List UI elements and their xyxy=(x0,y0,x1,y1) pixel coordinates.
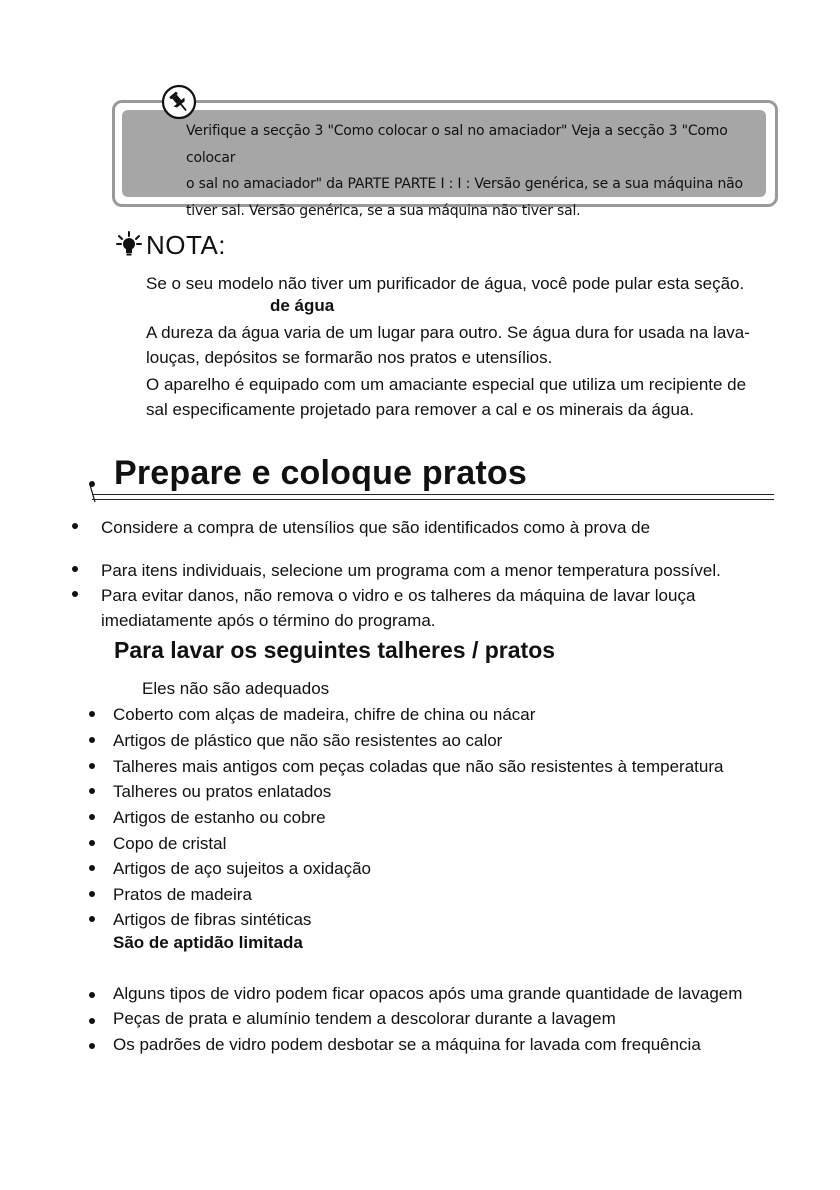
nota-subtitle: de água xyxy=(270,296,335,315)
list-item: Talheres ou pratos enlatados xyxy=(113,782,332,801)
bullet-icon xyxy=(89,865,95,871)
bullet-icon xyxy=(89,891,95,897)
bullet-icon xyxy=(89,788,95,794)
callout-line: tiver sal. Versão genérica, se a sua máquina não tiver sal. xyxy=(186,202,581,219)
limited-label: São de aptidão limitada xyxy=(113,933,303,952)
bullet-icon xyxy=(89,1043,95,1049)
list-item: Artigos de plástico que não são resistentes ao calor xyxy=(113,731,503,750)
bullet-icon xyxy=(89,992,95,998)
subheading: Para lavar os seguintes talheres / pratos xyxy=(114,637,556,663)
list-item: Considere a compra de utensílios que são identificados como à prova de xyxy=(101,518,651,537)
callout-line: Verifique a secção 3 "Como colocar o sal no amaciador" Veja a secção 3 "Como colocar xyxy=(186,123,728,166)
list-item: Talheres mais antigos com peças coladas que não são resistentes à temperatura xyxy=(113,757,724,776)
bullet-icon xyxy=(89,711,95,717)
list-item: Peças de prata e alumínio tendem a descolorar durante a lavagem xyxy=(113,1009,616,1028)
bullet-icon xyxy=(89,840,95,846)
nota-title: NOTA: xyxy=(146,230,227,260)
bullet-icon xyxy=(89,1018,95,1024)
bullet-icon xyxy=(89,763,95,769)
list-item: Artigos de aço sujeitos a oxidação xyxy=(113,859,371,878)
section-title: Prepare e coloque pratos xyxy=(114,454,527,492)
callout-text xyxy=(186,118,758,224)
list-item: Para itens individuais, selecione um programa com a menor temperatura possível. xyxy=(101,561,721,580)
bullet-icon xyxy=(89,916,95,922)
bullet-icon xyxy=(89,814,95,820)
list-item: Pratos de madeira xyxy=(113,885,252,904)
nota-line: O aparelho é equipado com um amaciante especial que utiliza um recipiente de xyxy=(146,375,747,394)
list-item: Copo de cristal xyxy=(113,834,227,853)
pushpin-icon xyxy=(161,84,197,120)
bullet-icon xyxy=(89,737,95,743)
list-item-continuation: imediatamente após o término do programa. xyxy=(101,611,436,630)
list-item: Os padrões de vidro podem desbotar se a máquina for lavada com frequência xyxy=(113,1035,701,1054)
not-suitable-label: Eles não são adequados xyxy=(142,679,330,698)
list-item: Para evitar danos, não remova o vidro e os talheres da máquina de lavar louça xyxy=(101,586,696,605)
nota-line: Se o seu modelo não tiver um purificador de água, você pode pular esta seção. xyxy=(146,274,745,293)
callout-line: o sal no amaciador" da PARTE PARTE Ⅰ : Ⅰ : Versão genérica, se a sua máquina não xyxy=(186,176,743,192)
list-item: Artigos de fibras sintéticas xyxy=(113,910,312,929)
list-item: Alguns tipos de vidro podem ficar opacos após uma grande quantidade de lavagem xyxy=(113,984,743,1003)
nota-line: A dureza da água varia de um lugar para outro. Se água dura for usada na lava- xyxy=(146,323,750,342)
section-rule xyxy=(92,499,774,500)
list-item: Artigos de estanho ou cobre xyxy=(113,808,326,827)
bullet-icon xyxy=(72,566,78,572)
nota-line: louças, depósitos se formarão nos pratos e utensílios. xyxy=(146,348,553,367)
nota-line: sal especificamente projetado para remover a cal e os minerais da água. xyxy=(146,400,695,419)
lightbulb-icon xyxy=(116,231,142,257)
bullet-icon xyxy=(72,523,78,529)
bullet-icon xyxy=(72,591,78,597)
list-item: Coberto com alças de madeira, chifre de china ou nácar xyxy=(113,705,536,724)
section-rule xyxy=(92,494,774,495)
